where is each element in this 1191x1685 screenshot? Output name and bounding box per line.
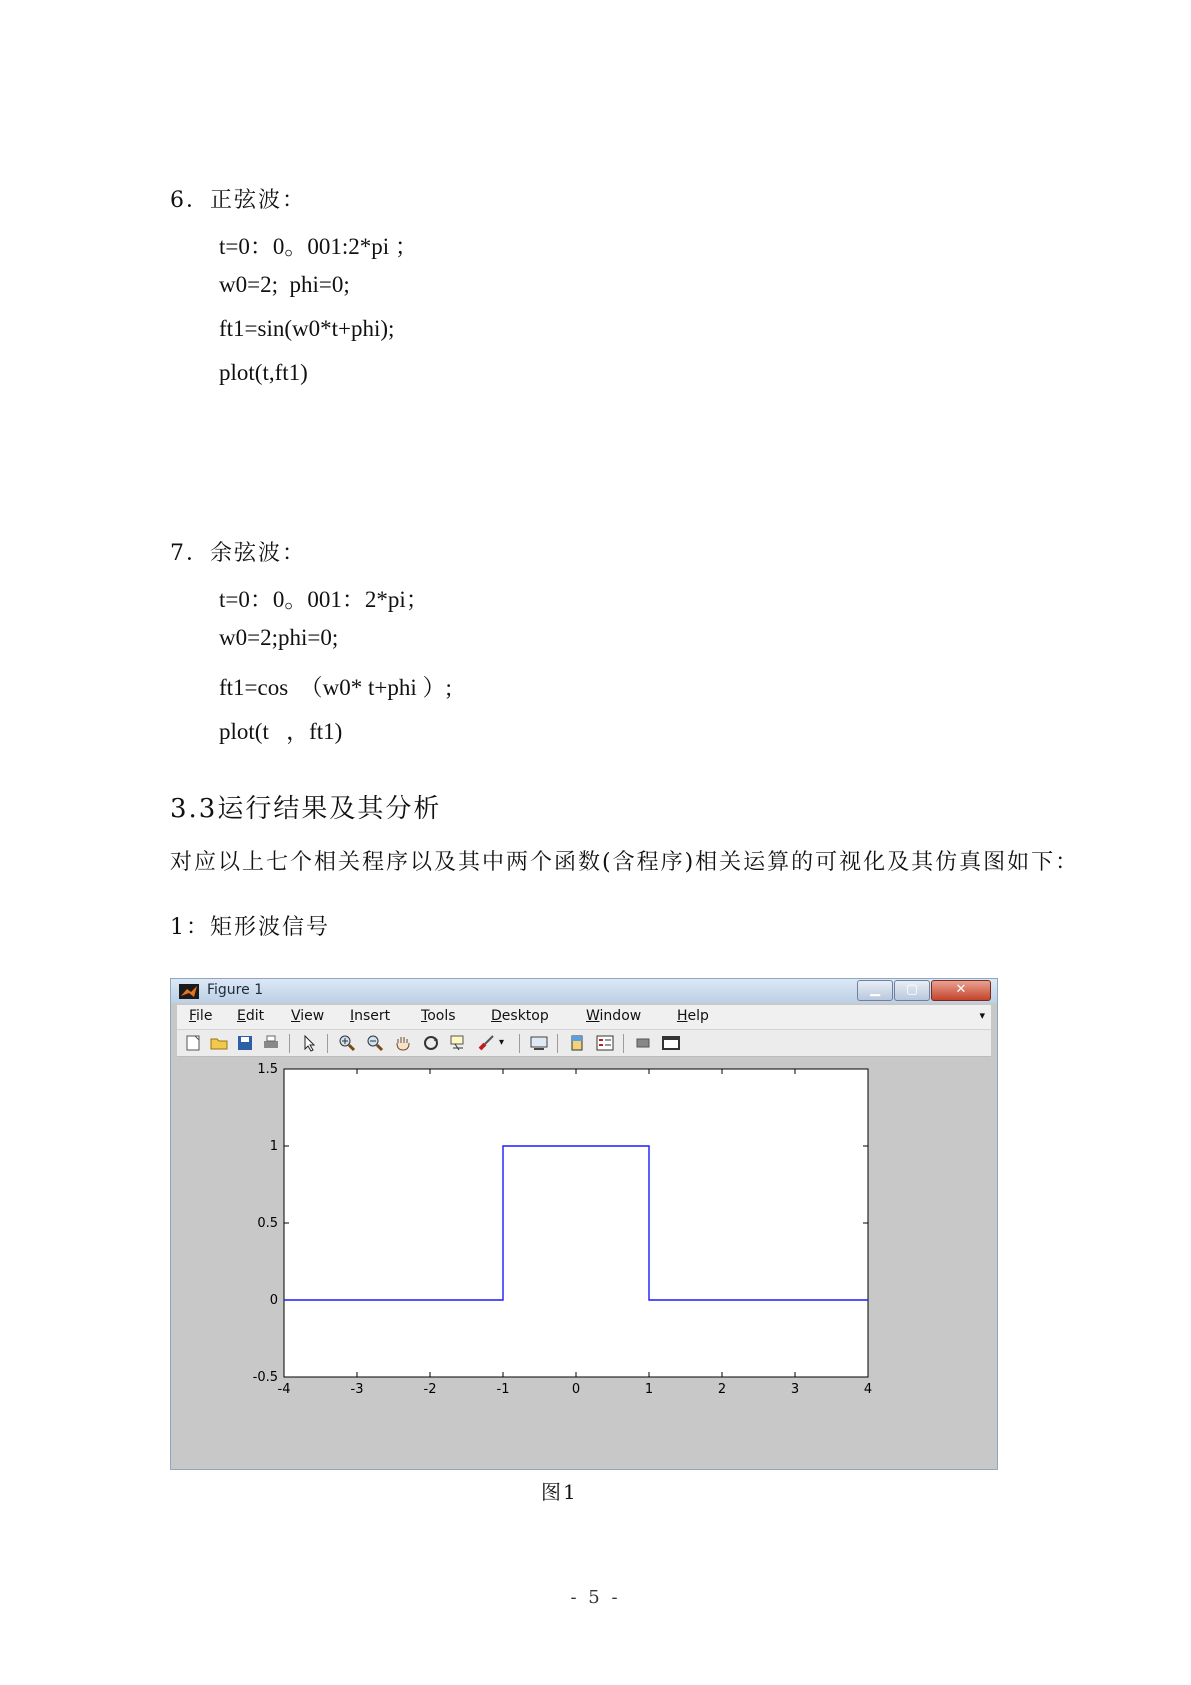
open-file-icon[interactable] [209, 1034, 229, 1052]
x-tick-label: 1 [644, 1382, 654, 1397]
close-icon: ✕ [955, 982, 967, 997]
menu-tools[interactable]: Tools [421, 1008, 456, 1024]
pointer-icon[interactable] [299, 1034, 319, 1052]
x-tick-label: 0 [571, 1382, 581, 1397]
toolbar-separator [327, 1034, 328, 1053]
code-line: t=0：0。001：2*pi； [219, 587, 429, 612]
menu-window[interactable]: Window [586, 1008, 642, 1024]
brush-dropdown-icon[interactable]: ▾ [499, 1037, 505, 1048]
link-plot-icon[interactable] [529, 1034, 549, 1052]
maximize-icon: ▢ [905, 982, 919, 997]
hide-plot-tools-icon[interactable] [633, 1034, 653, 1052]
x-tick-label: -4 [277, 1382, 291, 1397]
toolbar-separator [289, 1034, 290, 1053]
section-3-3-heading: 3.3运行结果及其分析 [170, 794, 442, 824]
show-plot-tools-icon[interactable] [661, 1034, 681, 1052]
menu-insert[interactable]: Insert [350, 1008, 391, 1024]
figure-titlebar[interactable] [171, 979, 997, 1003]
legend-icon[interactable] [595, 1034, 615, 1052]
item-1-label: 1：矩形波信号 [170, 915, 330, 940]
code-line: w0=2; phi=0; [219, 272, 350, 297]
figure-window [170, 978, 998, 1470]
toolbar-separator [557, 1034, 558, 1053]
save-icon[interactable] [235, 1034, 255, 1052]
menu-bar [177, 1005, 991, 1030]
figure-title: Figure 1 [207, 982, 264, 998]
y-tick-label: -0.5 [252, 1370, 278, 1385]
x-tick-label: 2 [717, 1382, 727, 1397]
intro-paragraph: 对应以上七个相关程序以及其中两个函数(含程序)相关运算的可视化及其仿真图如下： [170, 850, 1080, 875]
y-tick-label: 1.5 [257, 1062, 278, 1077]
toolbar-separator [623, 1034, 624, 1053]
close-button[interactable] [931, 980, 991, 1001]
y-tick-label: 0 [269, 1293, 278, 1308]
new-figure-icon[interactable] [183, 1034, 203, 1052]
toolbar-separator [519, 1034, 520, 1053]
matlab-logo-icon [179, 984, 199, 999]
code-line: t=0：0。001:2*pi ； [219, 234, 418, 259]
colorbar-icon[interactable] [567, 1034, 587, 1052]
menu-file[interactable]: File [189, 1008, 213, 1024]
x-tick-label: -1 [496, 1382, 510, 1397]
rotate-3d-icon[interactable] [421, 1034, 441, 1052]
page-number: - 5 - [570, 1587, 621, 1608]
section-6-heading: 6．正弦波： [170, 188, 306, 213]
menu-help[interactable]: Help [677, 1008, 709, 1024]
y-tick-label: 1 [269, 1139, 278, 1154]
x-tick-label: 4 [863, 1382, 873, 1397]
print-icon[interactable] [261, 1034, 281, 1052]
data-cursor-icon[interactable] [449, 1034, 469, 1052]
code-line: w0=2;phi=0; [219, 625, 339, 650]
code-line: plot(t,ft1) [219, 360, 308, 385]
figure-caption: 图1 [541, 1480, 578, 1504]
maximize-button[interactable] [894, 980, 930, 1001]
brush-icon[interactable] [477, 1034, 497, 1052]
code-line: ft1=cos （w0* t+phi ）; [219, 675, 452, 700]
code-line: ft1=sin(w0*t+phi); [219, 316, 395, 341]
section-7-heading: 7．余弦波： [170, 541, 306, 566]
x-tick-label: -3 [350, 1382, 364, 1397]
axes-box [284, 1069, 868, 1377]
zoom-in-icon[interactable] [337, 1034, 357, 1052]
menu-overflow-icon[interactable]: ▾ [979, 1009, 985, 1022]
minimize-button[interactable] [857, 980, 893, 1001]
zoom-out-icon[interactable] [365, 1034, 385, 1052]
menu-view[interactable]: View [291, 1008, 325, 1024]
menu-edit[interactable]: Edit [237, 1008, 265, 1024]
figure-toolbar [177, 1030, 991, 1057]
x-tick-label: -2 [423, 1382, 437, 1397]
plot-area [171, 1057, 997, 1469]
y-tick-label: 0.5 [257, 1216, 278, 1231]
menu-desktop[interactable]: Desktop [491, 1008, 549, 1024]
code-line: plot(t ，ft1) [219, 719, 343, 744]
x-tick-label: 3 [790, 1382, 800, 1397]
pan-hand-icon[interactable] [393, 1034, 413, 1052]
minimize-icon: ▁ [870, 982, 880, 997]
